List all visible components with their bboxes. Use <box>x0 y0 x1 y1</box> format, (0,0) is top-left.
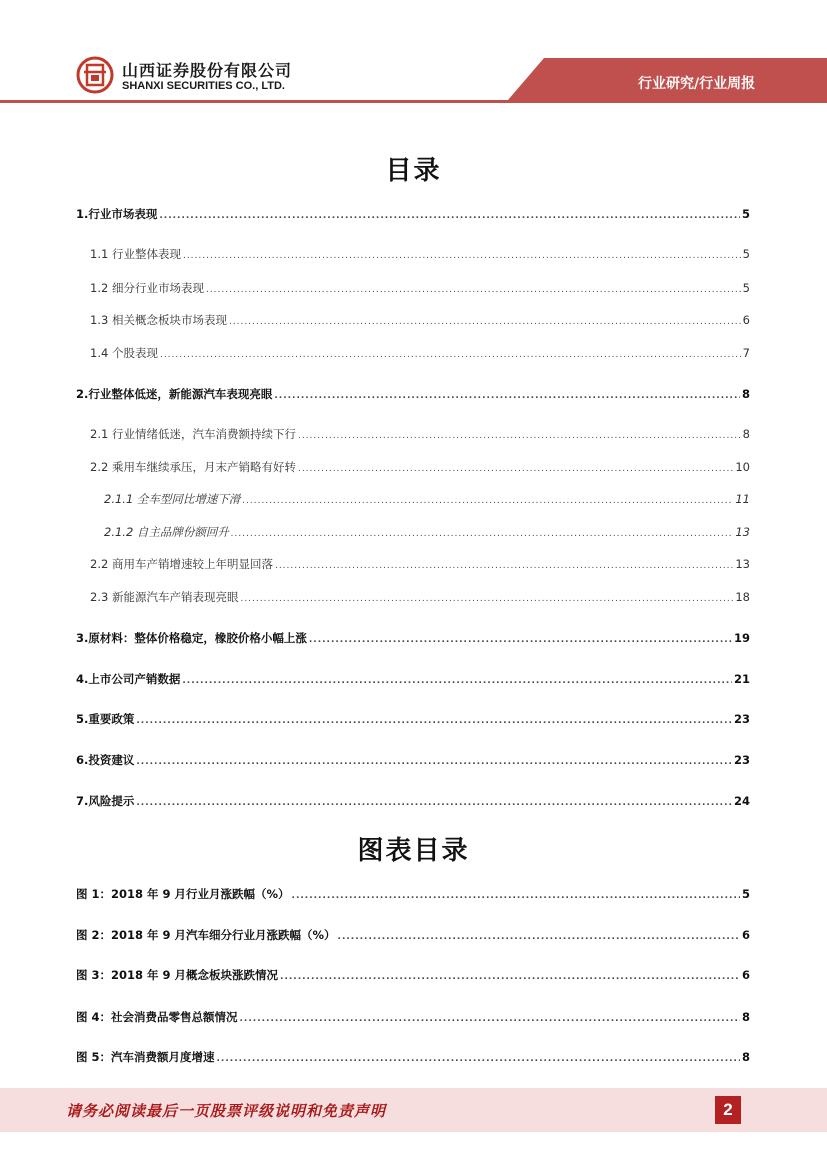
figure-entry[interactable] <box>76 886 750 904</box>
page-header <box>0 0 827 110</box>
report-category: 行业研究/行业周报 <box>638 76 756 92</box>
toc-entry-text: 6.投资建议 <box>76 753 135 767</box>
toc-entry-text: 2.1.2 自主品牌份额回升 <box>104 525 229 539</box>
toc-entry[interactable] <box>104 524 750 542</box>
toc-entry-page: 19 <box>733 631 750 645</box>
figure-entry-page: 5 <box>741 887 750 901</box>
toc-entry-page: 13 <box>735 525 750 539</box>
toc-entry-text: 1.1 行业整体表现 <box>90 247 181 261</box>
toc-entry-text: 1.行业市场表现 <box>76 207 158 221</box>
toc-entry[interactable] <box>90 459 750 477</box>
toc-entry[interactable] <box>90 426 750 444</box>
toc-entry-page: 8 <box>741 387 750 401</box>
toc-entry-page: 10 <box>735 460 750 474</box>
figure-entry-page: 6 <box>741 968 750 982</box>
toc-entry-page: 21 <box>733 672 750 686</box>
toc-entry[interactable] <box>76 671 750 689</box>
toc-leader-dots <box>298 464 733 474</box>
toc-leader-dots <box>275 561 733 571</box>
toc-leader-dots <box>298 431 741 441</box>
toc-leader-dots <box>159 211 740 221</box>
toc-entry[interactable] <box>90 246 750 264</box>
toc-leader-dots <box>136 798 732 808</box>
toc-entry-page: 8 <box>742 427 750 441</box>
figure-entry-text: 图 1：2018 年 9 月行业月涨跌幅（%） <box>76 887 290 901</box>
toc-entry-page: 11 <box>735 492 750 506</box>
toc-entry-text: 2.1 行业情绪低迷，汽车消费额持续下行 <box>90 427 296 441</box>
figure-entry[interactable] <box>76 967 750 985</box>
toc-entry-page: 13 <box>735 557 750 571</box>
toc-entry-page: 23 <box>733 753 750 767</box>
toc-entry-page: 18 <box>735 590 750 604</box>
toc-entry-text: 2.2 商用车产销增速较上年明显回落 <box>90 557 273 571</box>
toc-entry[interactable] <box>76 386 750 404</box>
toc-entry[interactable] <box>90 589 750 607</box>
toc-leader-dots <box>242 496 733 506</box>
toc-entry-page: 5 <box>742 247 750 261</box>
toc-entry[interactable] <box>76 711 750 729</box>
toc-entry-text: 1.4 个股表现 <box>90 346 158 360</box>
toc-entry-text: 2.1.1 全车型同比增速下滑 <box>104 492 241 506</box>
figure-entry[interactable] <box>76 927 750 945</box>
toc-entry[interactable] <box>76 206 750 224</box>
toc-leader-dots <box>240 594 733 604</box>
toc-leader-dots <box>229 317 741 327</box>
toc-leader-dots <box>240 1014 740 1024</box>
figure-list-title: 图表目录 <box>357 836 470 866</box>
toc-entry-text: 1.2 细分行业市场表现 <box>90 281 204 295</box>
header-divider <box>0 100 827 103</box>
toc-leader-dots <box>206 285 741 295</box>
toc-entry-page: 5 <box>741 207 750 221</box>
figure-entry-text: 图 5：汽车消费额月度增速 <box>76 1050 215 1064</box>
toc-leader-dots <box>136 716 732 726</box>
figure-entry-text: 图 3：2018 年 9 月概念板块涨跌情况 <box>76 968 279 982</box>
toc-leader-dots <box>182 676 732 686</box>
toc-leader-dots <box>292 891 740 901</box>
figure-entry-page: 6 <box>741 928 750 942</box>
toc-entry-text: 2.行业整体低迷，新能源汽车表现亮眼 <box>76 387 273 401</box>
toc-leader-dots <box>136 757 732 767</box>
figure-entry-page: 8 <box>741 1010 750 1024</box>
toc-entry[interactable] <box>76 752 750 770</box>
toc-entry[interactable] <box>76 793 750 811</box>
toc-entry-text: 2.3 新能源汽车产销表现亮眼 <box>90 590 239 604</box>
toc-leader-dots <box>338 932 740 942</box>
toc-leader-dots <box>280 972 740 982</box>
company-name-en: SHANXI SECURITIES CO., LTD. <box>122 80 285 92</box>
toc-leader-dots <box>160 350 741 360</box>
toc-entry-page: 6 <box>742 313 750 327</box>
toc-entry-text: 2.2 乘用车继续承压，月末产销略有好转 <box>90 460 296 474</box>
company-name-cn: 山西证券股份有限公司 <box>122 61 293 80</box>
toc-leader-dots <box>274 391 740 401</box>
toc-title: 目录 <box>385 156 442 186</box>
toc-entry[interactable] <box>90 312 750 330</box>
toc-leader-dots <box>309 635 732 645</box>
footer-disclaimer: 请务必阅读最后一页股票评级说明和免责声明 <box>66 1102 387 1120</box>
toc-entry[interactable] <box>104 491 750 509</box>
toc-entry[interactable] <box>90 280 750 298</box>
toc-entry-page: 23 <box>733 712 750 726</box>
toc-entry-text: 3.原材料：整体价格稳定，橡胶价格小幅上涨 <box>76 631 307 645</box>
toc-entry[interactable] <box>76 630 750 648</box>
toc-entry-page: 24 <box>733 794 750 808</box>
figure-entry[interactable] <box>76 1049 750 1067</box>
toc-entry-text: 4.上市公司产销数据 <box>76 672 181 686</box>
toc-entry-text: 7.风险提示 <box>76 794 135 808</box>
toc-entry-page: 5 <box>742 281 750 295</box>
toc-leader-dots <box>183 251 741 261</box>
figure-entry-page: 8 <box>741 1050 750 1064</box>
toc-leader-dots <box>217 1054 740 1064</box>
page-number: 2 <box>715 1096 741 1124</box>
figure-entry[interactable] <box>76 1009 750 1027</box>
toc-leader-dots <box>231 529 733 539</box>
shanxi-securities-logo-icon <box>76 56 114 94</box>
toc-entry-page: 7 <box>742 346 750 360</box>
toc-entry-text: 5.重要政策 <box>76 712 135 726</box>
figure-entry-text: 图 2：2018 年 9 月汽车细分行业月涨跌幅（%） <box>76 928 336 942</box>
toc-entry-text: 1.3 相关概念板块市场表现 <box>90 313 227 327</box>
toc-entry[interactable] <box>90 345 750 363</box>
figure-entry-text: 图 4：社会消费品零售总额情况 <box>76 1010 238 1024</box>
toc-entry[interactable] <box>90 556 750 574</box>
